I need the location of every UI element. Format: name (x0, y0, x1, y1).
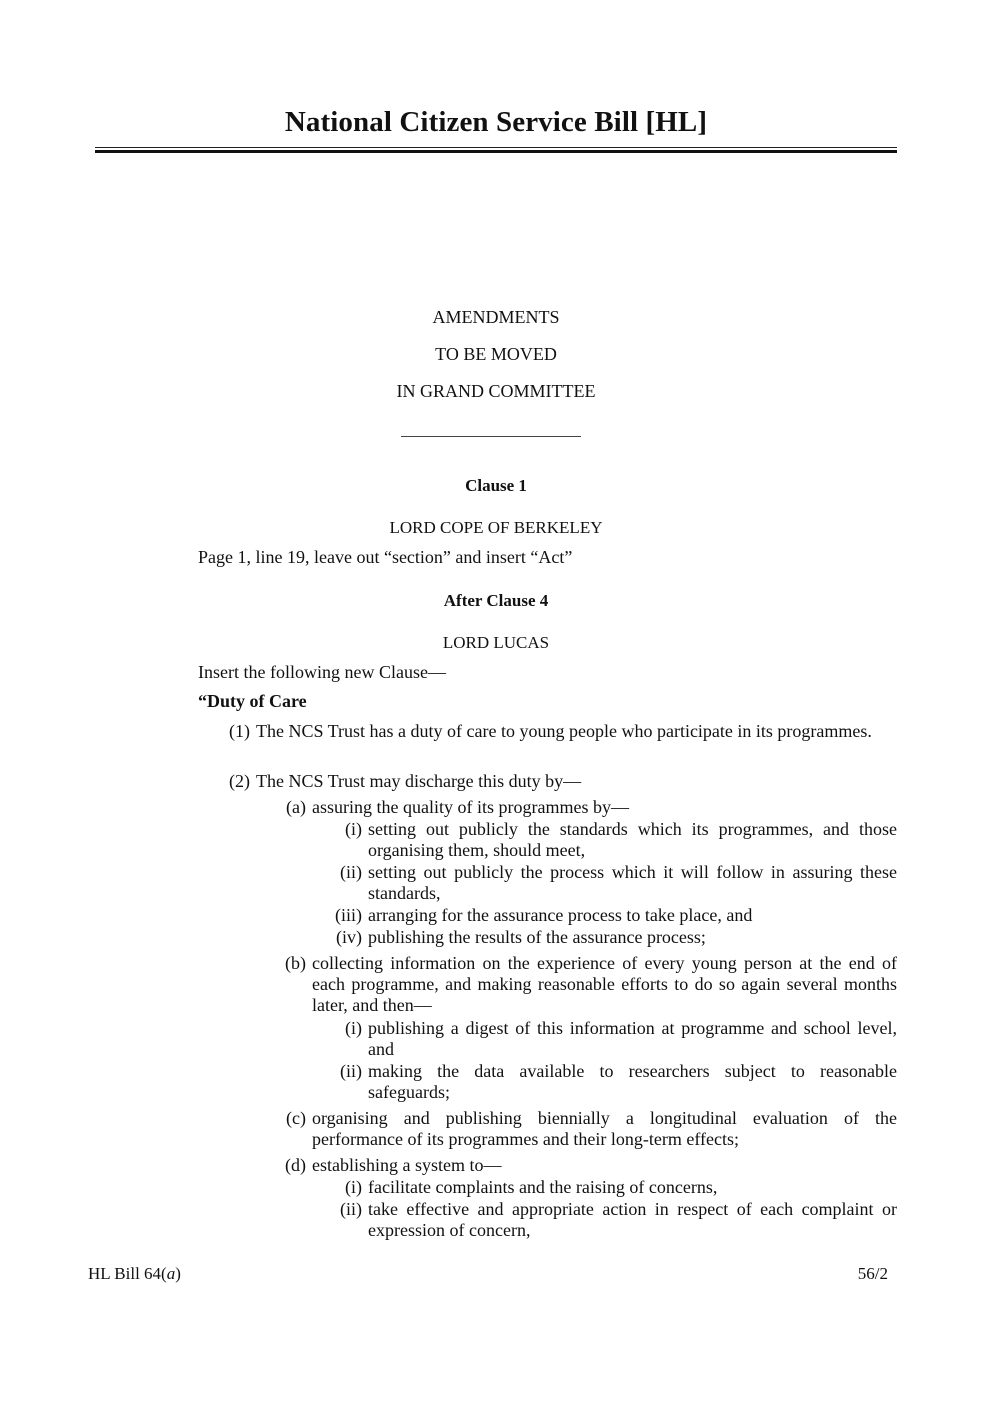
clause-heading: After Clause 4 (443, 591, 549, 610)
sub-paragraph-number: (i) (345, 1018, 362, 1038)
sub-paragraph-number: (i) (345, 819, 362, 839)
bill-reference-prefix: HL Bill 64( (88, 1264, 167, 1283)
title-rule-thick (95, 150, 897, 153)
sub-paragraph-text: setting out publicly the standards which its programmes, and those organising them, should meet, (368, 819, 897, 860)
paragraph-text: organising and publishing biennially a longitudinal evaluation of the performance of its programmes and their long-term effects; (312, 1108, 897, 1149)
mover-name: LORD COPE OF BERKELEY (389, 518, 603, 537)
paragraph-number: (d) (285, 1155, 306, 1175)
bill-title: National Citizen Service Bill [HL] (284, 106, 708, 138)
paragraph-number: (c) (286, 1108, 306, 1128)
section-divider (401, 436, 581, 437)
subsection-text: The NCS Trust may discharge this duty by— (256, 771, 582, 791)
sub-paragraph-number: (ii) (340, 1061, 362, 1081)
heading-line-3: IN GRAND COMMITTEE (396, 381, 596, 401)
sub-paragraph-number: (iv) (336, 927, 362, 947)
title-rule-thin (95, 147, 897, 148)
bill-reference-suffix: ) (175, 1264, 181, 1283)
paragraph-text: establishing a system to— (312, 1155, 502, 1175)
print-reference: 56/2 (857, 1264, 888, 1283)
heading-line-2: TO BE MOVED (435, 344, 557, 364)
bill-reference-italic: a (166, 1264, 176, 1283)
sub-paragraph-number: (ii) (340, 862, 362, 882)
sub-paragraph-text: facilitate complaints and the raising of concerns, (368, 1177, 718, 1197)
subsection-number: (2) (229, 771, 250, 791)
new-clause-title: “Duty of Care (198, 691, 307, 711)
sub-paragraph-number: (i) (345, 1177, 362, 1197)
clause-heading: Clause 1 (465, 476, 527, 495)
paragraph-number: (b) (285, 953, 306, 973)
amendment-text: Insert the following new Clause— (198, 662, 446, 682)
mover-name: LORD LUCAS (442, 633, 550, 652)
sub-paragraph-text: setting out publicly the process which it will follow in assuring these standards, (368, 862, 897, 903)
amendment-text: Page 1, line 19, leave out “section” and insert “Act” (198, 547, 573, 567)
paragraph-text: collecting information on the experience of every young person at the end of each programme, and making reasonable efforts to do so again several months later, and then— (312, 953, 897, 1015)
sub-paragraph-text: making the data available to researchers subject to reasonable safeguards; (368, 1061, 897, 1102)
paragraph-number: (a) (286, 797, 306, 817)
heading-line-1: AMENDMENTS (432, 307, 560, 327)
sub-paragraph-text: arranging for the assurance process to take place, and (368, 905, 753, 925)
bill-reference (88, 1264, 181, 1284)
sub-paragraph-text: publishing the results of the assurance process; (368, 927, 706, 947)
sub-paragraph-text: take effective and appropriate action in respect of each complaint or expression of concern, (368, 1199, 897, 1240)
sub-paragraph-number: (ii) (340, 1199, 362, 1219)
sub-paragraph-number: (iii) (335, 905, 362, 925)
subsection-text: The NCS Trust has a duty of care to young people who participate in its programmes. (256, 721, 872, 741)
paragraph-text: assuring the quality of its programmes by— (312, 797, 629, 817)
sub-paragraph-text: publishing a digest of this information at programme and school level, and (368, 1018, 897, 1059)
subsection-number: (1) (229, 721, 250, 741)
